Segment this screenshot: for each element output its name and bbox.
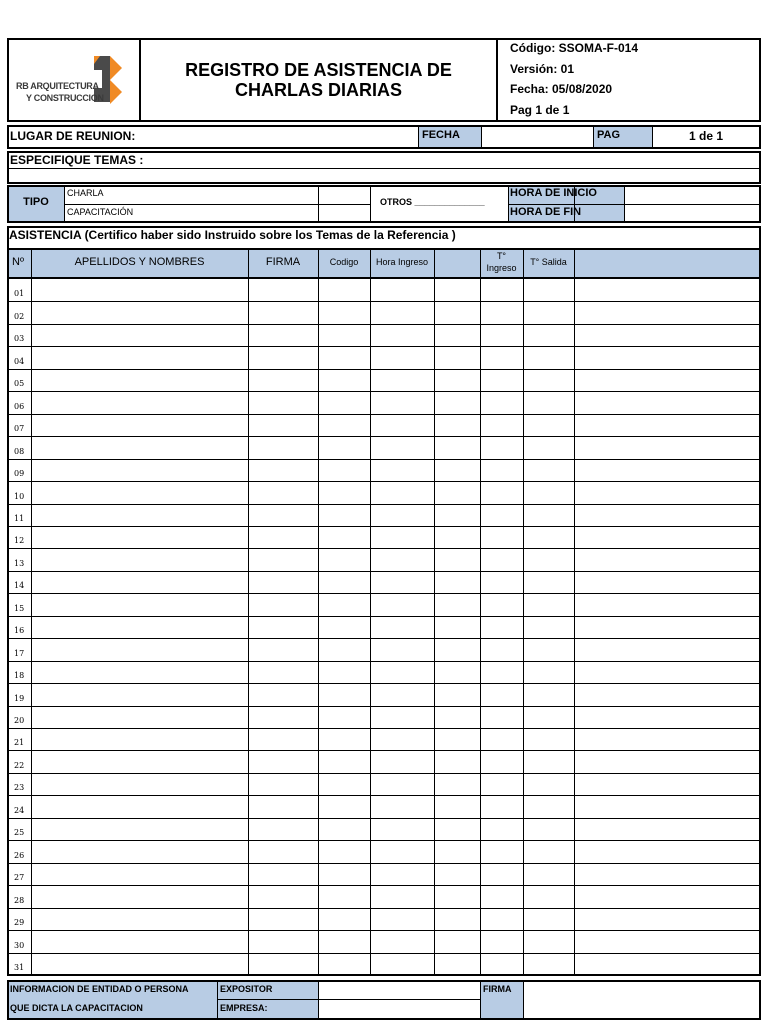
row-number: 31 — [14, 963, 25, 972]
row-number: 24 — [14, 806, 25, 815]
table-row — [7, 414, 761, 415]
table-row — [7, 706, 761, 707]
row-number: 12 — [14, 536, 25, 545]
divider — [593, 125, 594, 149]
logo-text-line1: RB ARQUITECTURA — [16, 81, 99, 91]
divider — [480, 980, 481, 1020]
table-row — [7, 795, 761, 796]
col-divider — [248, 248, 249, 976]
footer-firma-label: FIRMA — [483, 984, 512, 994]
divider — [418, 125, 419, 149]
topics-label: ESPECIFIQUE TEMAS : — [10, 153, 144, 167]
end-time-label: HORA DE FIN — [510, 206, 582, 218]
col-divider — [370, 248, 371, 976]
footer-expositor-label: EXPOSITOR — [220, 984, 273, 994]
footer-empresa-label: EMPRESA: — [220, 1003, 268, 1013]
table-row — [7, 773, 761, 774]
divider — [370, 185, 371, 223]
header-bottom — [7, 277, 761, 279]
col-header-t-salida: T° Salida — [530, 257, 567, 267]
page-title-line1: REGISTRO DE ASISTENCIA DE — [185, 60, 452, 80]
col-header-num: Nº — [12, 256, 24, 268]
row-number: 06 — [14, 402, 25, 411]
col-header-t-ingreso-2: Ingreso — [486, 263, 517, 273]
col-divider — [434, 248, 435, 976]
row-number: 16 — [14, 626, 25, 635]
row-number: 27 — [14, 873, 25, 882]
divider — [523, 980, 524, 1020]
row-number: 02 — [14, 312, 25, 321]
doc-page: Pag 1 de 1 — [510, 103, 570, 117]
row-number: 21 — [14, 738, 25, 747]
page-value: 1 de 1 — [688, 129, 724, 143]
table-row — [7, 661, 761, 662]
doc-date: Fecha: 05/08/2020 — [510, 82, 613, 96]
row-number: 05 — [14, 379, 25, 388]
table-row — [7, 908, 761, 909]
doc-version: Versión: 01 — [510, 62, 575, 76]
divider — [7, 168, 761, 169]
col-divider — [523, 248, 524, 976]
place-label: LUGAR DE REUNION: — [10, 129, 136, 143]
table-row — [7, 885, 761, 886]
table-row — [7, 728, 761, 729]
col-header-t-ingreso-1: T° — [496, 251, 507, 261]
footer-info-line1: INFORMACION DE ENTIDAD O PERSONA — [10, 984, 189, 994]
table-row — [7, 953, 761, 954]
otros-option: OTROS ______________ — [380, 197, 485, 207]
table-row — [7, 593, 761, 594]
divider — [481, 125, 482, 149]
capacitacion-option: CAPACITACIÓN — [67, 207, 134, 217]
row-number: 18 — [14, 671, 25, 680]
col-divider — [480, 248, 481, 976]
table-row — [7, 818, 761, 819]
row-number: 04 — [14, 357, 25, 366]
divider — [508, 185, 509, 223]
footer-info-line2: QUE DICTA LA CAPACITACION — [10, 1003, 143, 1013]
table-row — [7, 750, 761, 751]
row-number: 25 — [14, 828, 25, 837]
row-number: 08 — [14, 447, 25, 456]
col-header-names: APELLIDOS Y NOMBRES — [74, 256, 205, 268]
type-label: TIPO — [23, 196, 49, 208]
row-number: 09 — [14, 469, 25, 478]
table-row — [7, 638, 761, 639]
table-row — [7, 301, 761, 302]
row-number: 23 — [14, 783, 25, 792]
row-number: 14 — [14, 581, 25, 590]
divider — [496, 38, 498, 122]
divider — [217, 980, 218, 1020]
col-divider — [318, 248, 319, 976]
row-number: 29 — [14, 918, 25, 927]
doc-code: Código: SSOMA-F-014 — [510, 41, 638, 55]
table-row — [7, 840, 761, 841]
page-label: PAG — [597, 129, 621, 141]
row-number: 03 — [14, 334, 25, 343]
row-number: 01 — [14, 289, 25, 298]
table-row — [7, 548, 761, 549]
row-number: 30 — [14, 941, 25, 950]
table-row — [7, 481, 761, 482]
table-row — [7, 324, 761, 325]
charla-option: CHARLA — [67, 188, 104, 198]
row-number: 15 — [14, 604, 25, 613]
table-row — [7, 571, 761, 572]
table-row — [7, 683, 761, 684]
col-header-firma: FIRMA — [265, 256, 301, 268]
start-time-label: HORA DE INICIO — [510, 187, 597, 199]
table-row — [7, 346, 761, 347]
row-number: 20 — [14, 716, 25, 725]
row-number: 28 — [14, 896, 25, 905]
table-row — [7, 616, 761, 617]
table-row — [7, 391, 761, 392]
table-row — [7, 504, 761, 505]
logo-text-line2: Y CONSTRUCCION — [26, 93, 104, 103]
row-number: 17 — [14, 649, 25, 658]
row-number: 07 — [14, 424, 25, 433]
attendance-table — [7, 248, 761, 976]
col-divider — [574, 248, 575, 976]
col-divider — [31, 248, 32, 976]
row-number: 26 — [14, 851, 25, 860]
divider — [508, 204, 761, 205]
divider — [139, 38, 141, 122]
divider — [624, 185, 625, 223]
col-header-codigo: Codigo — [329, 257, 359, 267]
attendance-title: ASISTENCIA (Certifico haber sido Instruido sobre los Temas de la Referencia ) — [9, 228, 456, 242]
table-row — [7, 436, 761, 437]
table-row — [7, 526, 761, 527]
row-number: 10 — [14, 492, 25, 501]
page-title-line2: CHARLAS DIARIAS — [234, 80, 402, 100]
divider — [217, 999, 481, 1000]
table-row — [7, 863, 761, 864]
date-label: FECHA — [422, 129, 460, 141]
divider — [318, 980, 319, 1020]
table-row — [7, 930, 761, 931]
row-number: 13 — [14, 559, 25, 568]
row-number: 11 — [14, 514, 25, 523]
row-number: 22 — [14, 761, 25, 770]
row-number: 19 — [14, 694, 25, 703]
col-header-hora-ingreso: Hora Ingreso — [375, 257, 429, 267]
table-row — [7, 369, 761, 370]
divider — [64, 204, 370, 205]
table-row — [7, 459, 761, 460]
divider — [64, 185, 65, 223]
divider — [318, 185, 319, 223]
